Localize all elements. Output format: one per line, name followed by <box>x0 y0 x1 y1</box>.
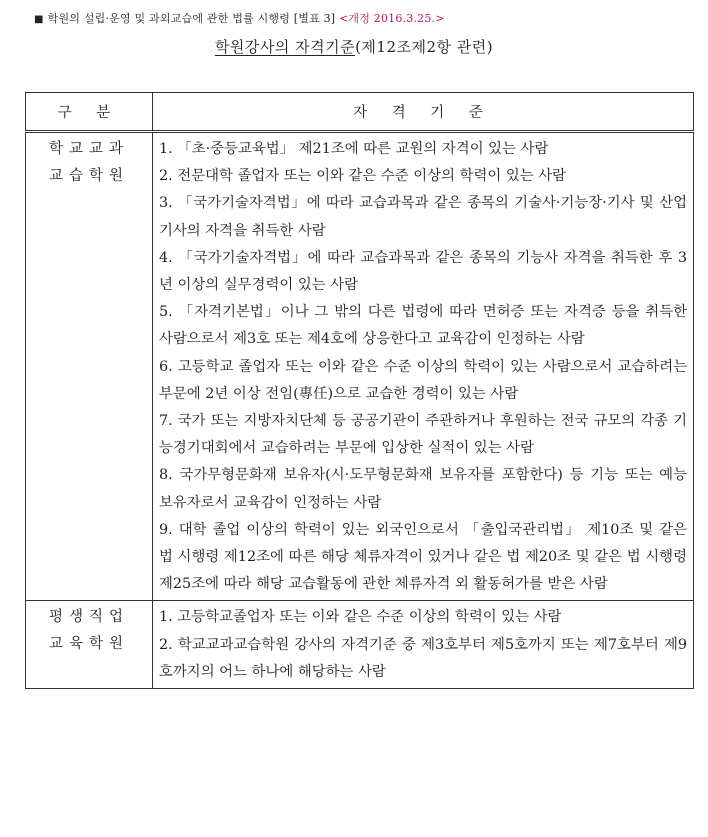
criteria-item: 2. 학교교과교습학원 강사의 자격기준 중 제3호부터 제5호까지 또는 제7호부터 제9호까지의 어느 하나에 해당하는 사람 <box>159 636 687 680</box>
revision-date: <개정 2016.3.25.> <box>338 12 445 25</box>
category-line: 학교교과 <box>48 141 130 157</box>
criteria-cell <box>153 601 694 689</box>
table-row <box>26 601 694 689</box>
criteria-item: 3. 「국가기술자격법」에 따라 교습과목과 같은 종목의 기술사·기능장·기사 및 산업기사의 자격을 취득한 사람 <box>159 195 687 239</box>
table-header-row <box>26 93 694 132</box>
title-main: 학원강사의 자격기준 <box>214 38 356 56</box>
criteria-item: 1. 「초·중등교육법」 제21조에 따른 교원의 자격이 있는 사람 <box>159 141 549 157</box>
square-bullet-icon: ■ <box>34 14 44 25</box>
category-line: 교육학원 <box>48 636 130 653</box>
criteria-item: 7. 국가 또는 지방자치단체 등 공공기관이 주관하거나 후원하는 전국 규모의 각종 기능경기대회에서 교습하려는 부문에 입상한 실적이 있는 사람 <box>159 413 687 457</box>
category-line: 평생직업 <box>48 609 130 626</box>
header-category: 구 분 <box>26 93 153 132</box>
criteria-cell <box>153 132 694 601</box>
header-criteria: 자 격 기 준 <box>153 93 694 132</box>
qualification-table <box>25 92 694 689</box>
statute-reference-line <box>34 10 694 26</box>
criteria-item: 2. 전문대학 졸업자 또는 이와 같은 수준 이상의 학력이 있는 사람 <box>159 168 567 185</box>
criteria-item: 1. 고등학교졸업자 또는 이와 같은 수준 이상의 학력이 있는 사람 <box>159 609 562 626</box>
criteria-item: 4. 「국가기술자격법」에 따라 교습과목과 같은 종목의 기능사 자격을 취득한 후 3년 이상의 실무경력이 있는 사람 <box>159 249 687 294</box>
statute-source: 학원의 설립·운영 및 과외교습에 관한 법률 시행령 [별표 3] <box>47 12 336 25</box>
document-title <box>0 36 708 57</box>
criteria-item: 8. 국가무형문화재 보유자(시·도무형문화재 보유자를 포함한다) 등 기능 또는 예능 보유자로서 교육감이 인정하는 사람 <box>159 467 687 511</box>
criteria-item: 6. 고등학교 졸업자 또는 이와 같은 수준 이상의 학력이 있는 사람으로서 교습하려는 부문에 2년 이상 전임(專任)으로 교습한 경력이 있는 사람 <box>159 358 687 402</box>
category-cell <box>26 601 153 689</box>
criteria-item: 9. 대학 졸업 이상의 학력이 있는 외국인으로서 「출입국관리법」 제10조 및 같은 법 시행령 제12조에 따른 해당 체류자격이 있거나 같은 법 제20조 및 같은 법 시행령 제25조에 따라 해당 교습활동에 관한 체류자격 외 활동허가를 받은 사람 <box>159 521 687 593</box>
table-row <box>26 132 694 601</box>
criteria-item: 5. 「자격기본법」이나 그 밖의 다른 법령에 따라 면허증 또는 자격증 등을 취득한 사람으로서 제3호 또는 제4호에 상응한다고 교육감이 인정하는 사람 <box>159 304 687 348</box>
category-cell <box>26 132 153 601</box>
category-line: 교습학원 <box>48 168 130 184</box>
title-sub: (제12조제2항 관련) <box>355 38 494 56</box>
